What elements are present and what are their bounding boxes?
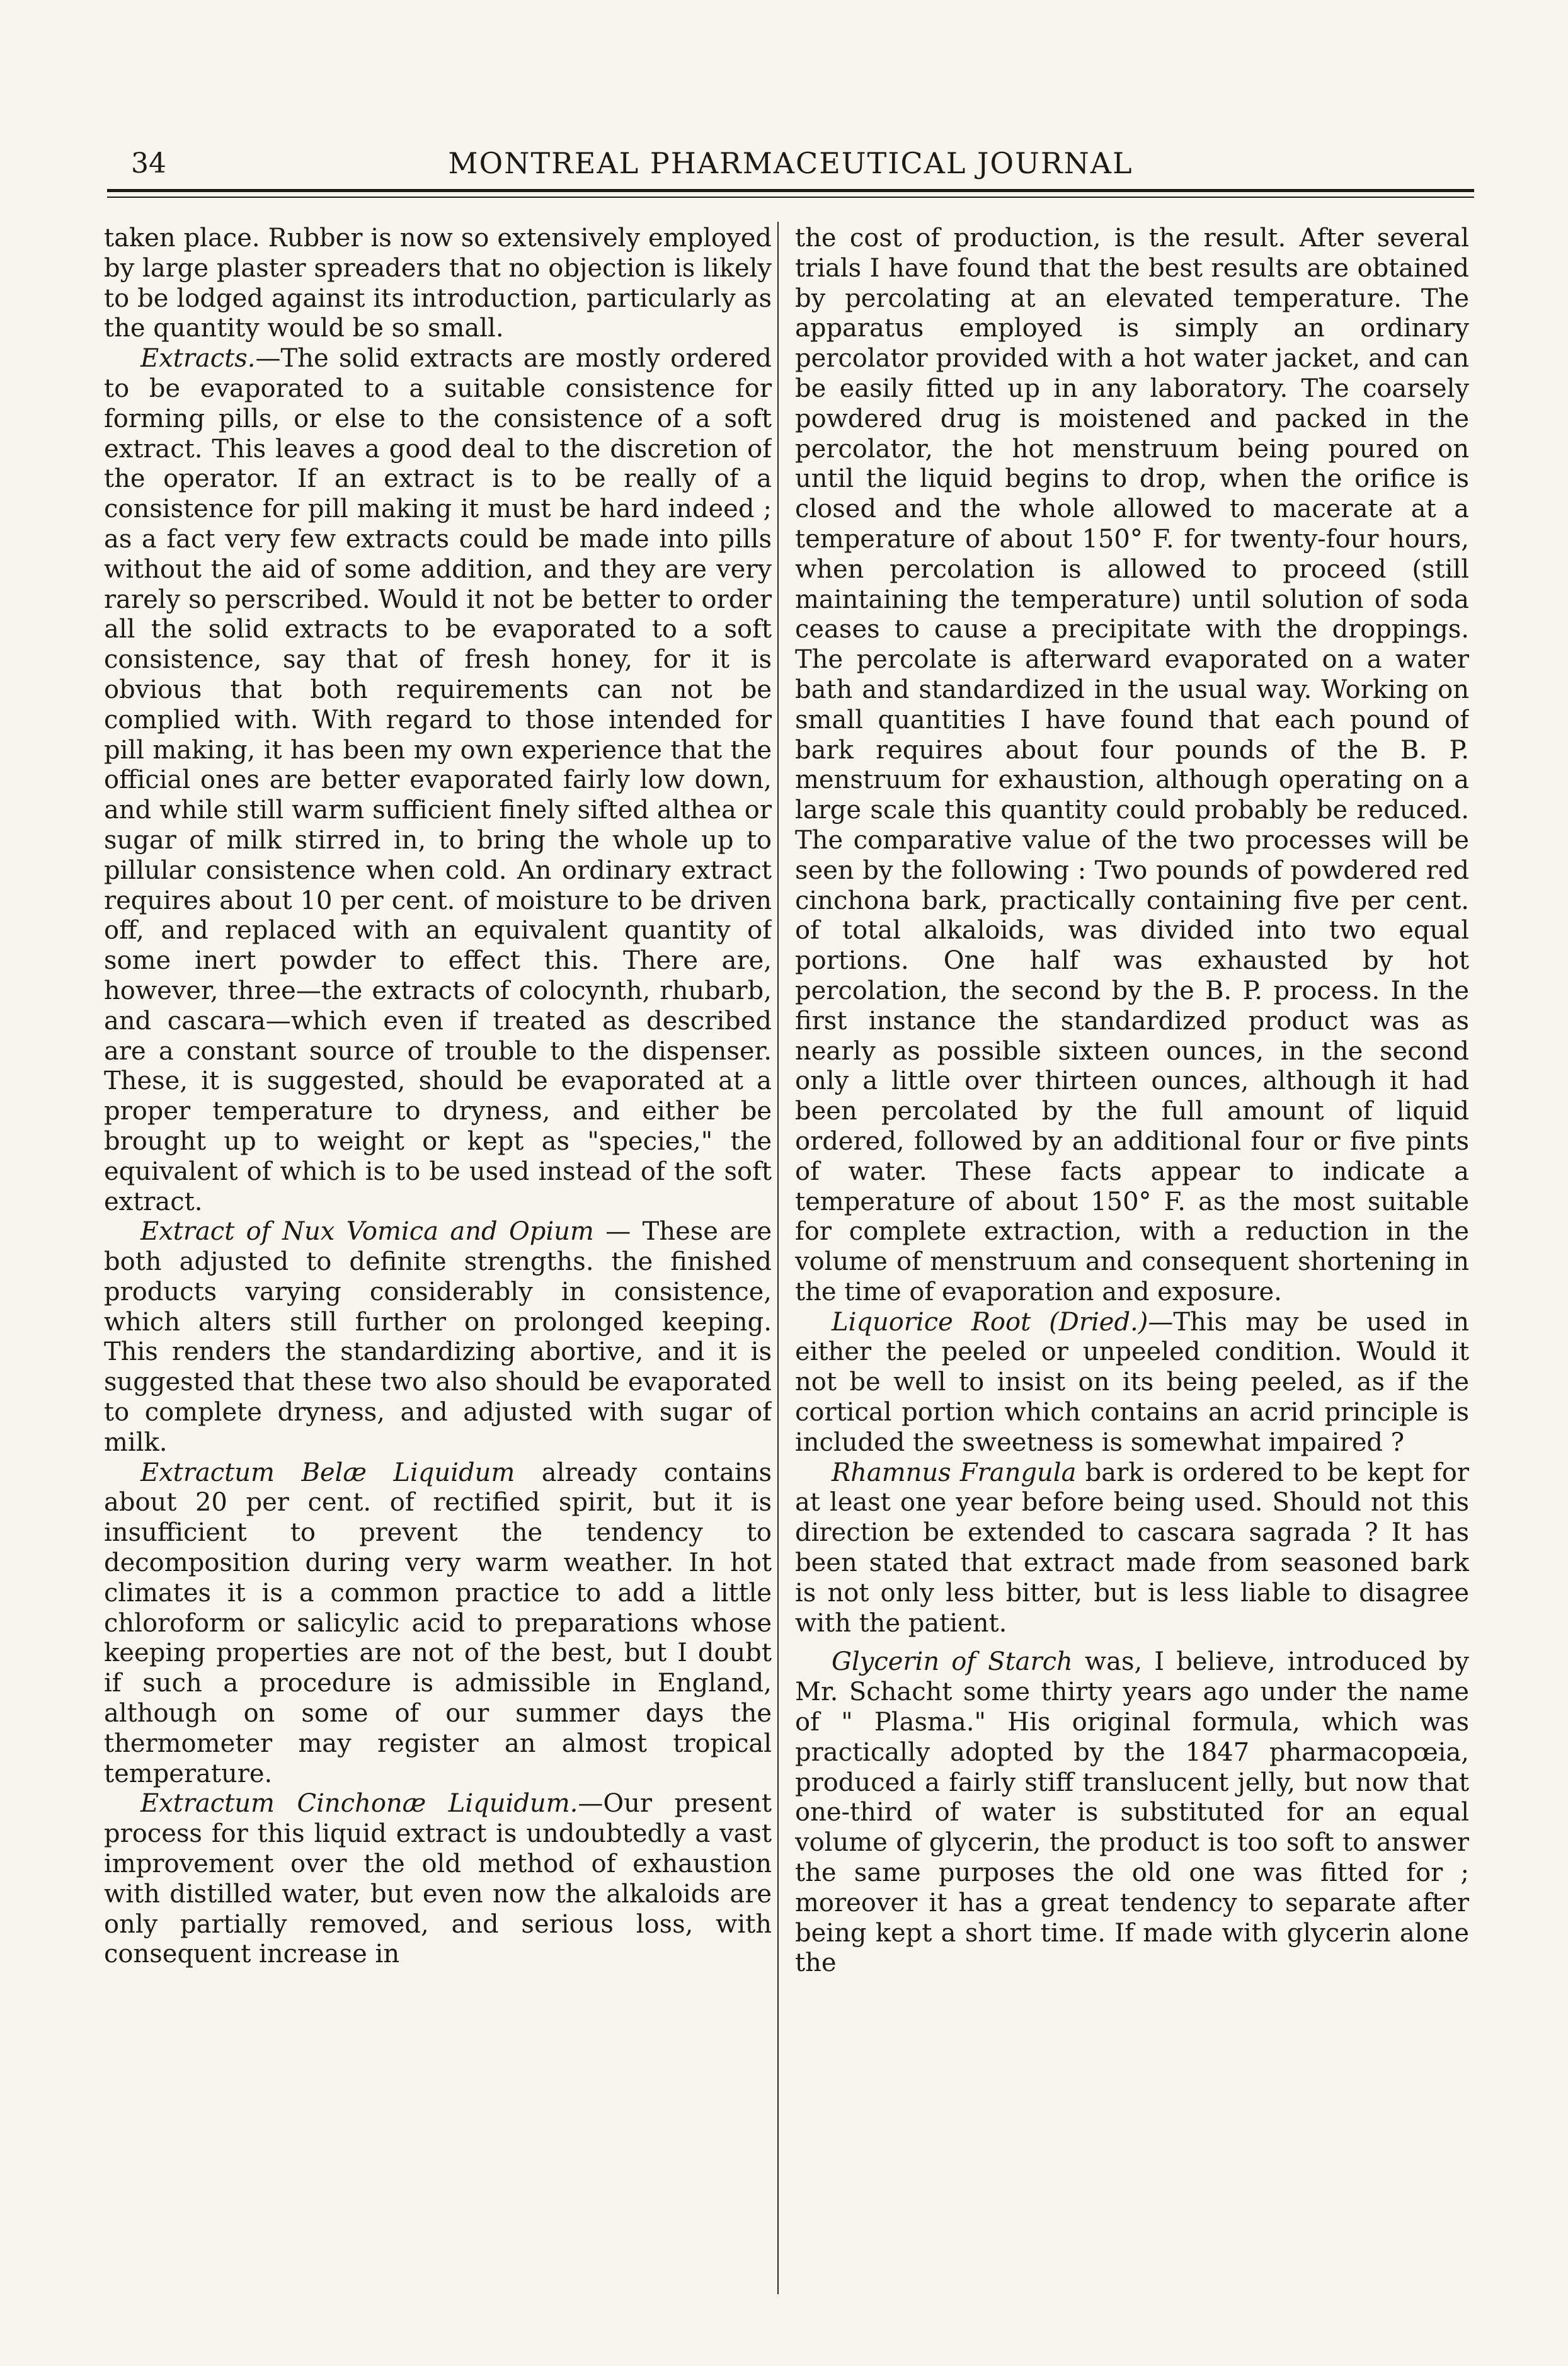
paragraph: Rhamnus Frangula bark is ordered to be kept for at least one year before being used. Should not this direction be extended to cascara sagrada ? It has been stated that extract made from seasoned bark is not only less bitter, but is less liable to disagree with the patient.	[795, 1458, 1469, 1638]
paragraph: Extracts.—The solid extracts are mostly ordered to be evaporated to a suitable consistence for forming pills, or else to the consistence of a soft extract. This leaves a good deal to the discretion of the operator. If an extract is to be really of a consistence for pill making it must be hard indeed ; as a fact very few extracts could be made into pills without the aid of some addition, and they are very rarely so perscribed. Would it not be better to order all the solid extracts to be evaporated to a soft consistence, say that of fresh honey, for it is obvious that both requirements can not be complied with. With regard to those intended for pill making, it has been my own experience that the official ones are better evaporated fairly low down, and while still warm sufficient finely sifted althea or sugar of milk stirred in, to bring the whole up to pillular consistence when cold. An ordinary extract requires about 10 per cent. of moisture to be driven off, and replaced with an equivalent quantity of some inert powder to effect this. There are, however, three—the extracts of colocynth, rhubarb, and cascara—which even if treated as described are a constant source of trouble to the dispenser. These, it is suggested, should be evaporated at a proper temperature to dryness, and either be brought up to weight or kept as "species," the equivalent of which is to be used instead of the soft extract.	[104, 344, 772, 1216]
paragraph-heading: Rhamnus Frangula	[832, 1458, 1077, 1487]
right-column	[795, 224, 1469, 2296]
paragraph: Extractum Belæ Liquidum already contains about 20 per cent. of rectified spirit, but it is insufficient to prevent the tendency to decomposition during very warm weather. In hot climates it is a common practice to add a little chloroform or salicylic acid to preparations whose keeping properties are not of the best, but I doubt if such a procedure is admissible in England, although on some of our summer days the thermometer may register an almost tropical temperature.	[104, 1458, 772, 1788]
paragraph-heading: Extract of Nux Vomica and Opium	[140, 1217, 594, 1247]
left-column	[104, 224, 772, 2296]
paragraph-heading: Extractum Belæ Liquidum	[140, 1458, 515, 1487]
page-number: 34	[131, 147, 166, 180]
header-rule-thin	[107, 197, 1474, 198]
paragraph: Extract of Nux Vomica and Opium — These are both adjusted to definite strengths. the finished products varying considerably in consistence, which alters still further on prolonged keeping. This renders the standardizing abortive, and it is suggested that these two also should be evaporated to complete dryness, and adjusted with sugar of milk.	[104, 1217, 772, 1457]
paragraph-heading: Liquorice Root (Dried.)	[832, 1307, 1148, 1337]
paragraph-heading: Extracts.	[140, 344, 256, 374]
header-rule-thick	[107, 189, 1474, 192]
paragraph: taken place. Rubber is now so extensively employed by large plaster spreaders that no objection is likely to be lodged against its introduction, particularly as the quantity would be so small.	[104, 224, 772, 343]
paragraph-heading: Extractum Cinchonæ Liquidum.	[140, 1789, 578, 1819]
paragraph: the cost of production, is the result. After several trials I have found that the best results are obtained by percolating at an elevated temperature. The apparatus employed is simply an ordinary percolator provided with a hot water jacket, and can be easily fitted up in any laboratory. The coarsely powdered drug is moistened and packed in the percolator, the hot menstruum being poured on until the liquid begins to drop, when the orifice is closed and the whole allowed to macerate at a temperature of about 150° F. for twenty-four hours, when percolation is allowed to proceed (still maintaining the temperature) until solution of soda ceases to cause a precipitate with the droppings. The percolate is afterward evaporated on a water bath and standardized in the usual way. Working on small quantities I have found that each pound of bark requires about four pounds of the B. P. menstruum for exhaustion, although operating on a large scale this quantity could probably be reduced. The comparative value of the two processes will be seen by the following : Two pounds of powdered red cinchona bark, practically containing five per cent. of total alkaloids, was divided into two equal portions. One half was exhausted by hot percolation, the second by the B. P. process. In the first instance the standardized product was as nearly as possible sixteen ounces, in the second only a little over thirteen ounces, although it had been percolated by the full amount of liquid ordered, followed by an additional four or five pints of water. These facts appear to indicate a temperature of about 150° F. as the most suitable for complete extraction, with a reduction in the volume of menstruum and consequent shortening in the time of evaporation and exposure.	[795, 224, 1469, 1306]
paragraph: Glycerin of Starch was, I believe, introduced by Mr. Schacht some thirty years ago under the name of " Plasma." His original formula, which was practically adopted by the 1847 pharmacopœia, produced a fairly stiff translucent jelly, but now that one-third of water is substituted for an equal volume of glycerin, the product is too soft to answer the same purposes the old one was fitted for ; moreover it has a great tendency to separate after being kept a short time. If made with glycerin alone the	[795, 1647, 1469, 1978]
paragraph: Liquorice Root (Dried.)—This may be used in either the peeled or unpeeled condition. Would it not be well to insist on its being peeled, as if the cortical portion which contains an acrid principle is included the sweetness is somewhat impaired ?	[795, 1307, 1469, 1457]
journal-title: MONTREAL PHARMACEUTICAL JOURNAL	[448, 146, 1133, 180]
page-header	[94, 144, 1487, 181]
paragraph: Extractum Cinchonæ Liquidum.—Our present process for this liquid extract is undoubtedly a vast improvement over the old method of exhaustion with distilled water, but even now the alkaloids are only partially removed, and serious loss, with consequent increase in	[104, 1789, 772, 1969]
column-divider	[777, 222, 779, 2294]
paragraph-heading: Glycerin of Starch	[832, 1647, 1073, 1677]
